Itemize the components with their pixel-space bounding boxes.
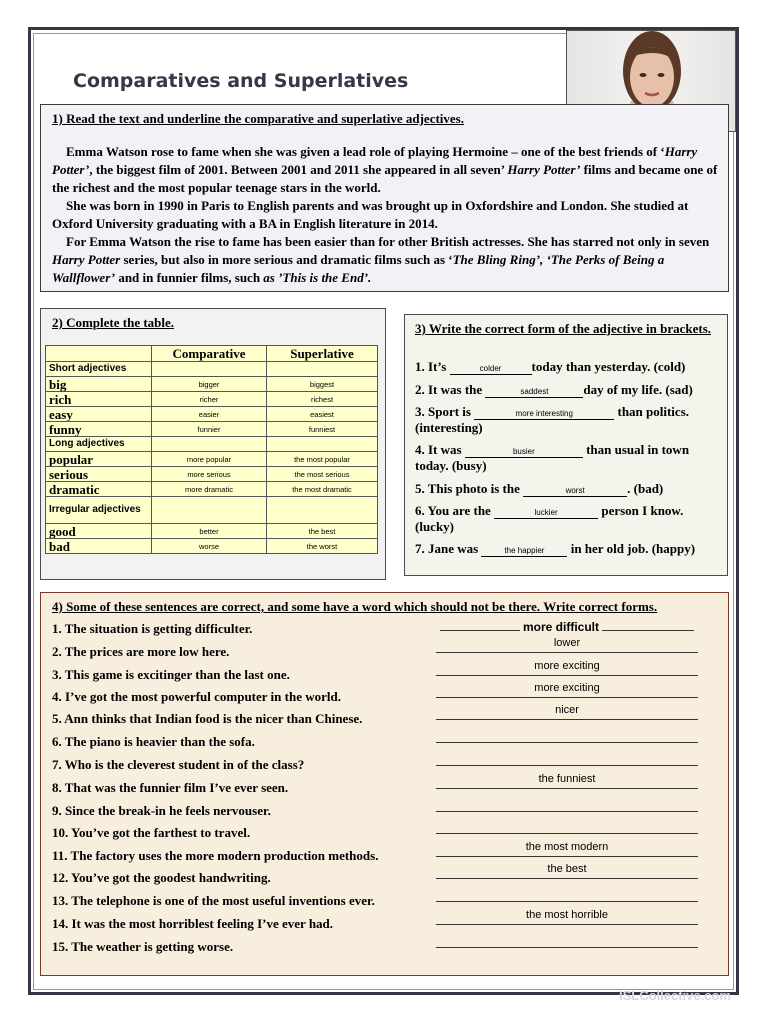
task4-answer-line[interactable] bbox=[436, 933, 698, 948]
task4-sentence: 12. You’ve got the goodest handwriting. bbox=[52, 870, 271, 885]
task4-answer-line[interactable]: more exciting bbox=[436, 683, 698, 698]
col-comparative: Comparative bbox=[152, 346, 267, 362]
page-title: Comparatives and Superlatives bbox=[73, 70, 409, 92]
answer-blank[interactable]: saddest bbox=[485, 386, 583, 398]
task4-sentence: 2. The prices are more low here. bbox=[52, 644, 230, 659]
task4-sentence: 7. Who is the cleverest student in of the class? bbox=[52, 757, 305, 772]
category-short: Short adjectives bbox=[46, 362, 152, 377]
answer-blank[interactable]: more interesting bbox=[474, 408, 614, 420]
task4-answer-line[interactable] bbox=[436, 751, 698, 766]
adjective-table bbox=[45, 345, 378, 554]
table-row: dramatic more dramatic the most dramatic bbox=[46, 482, 378, 497]
task4-heading: 4) Some of these sentences are correct, and some have a word which should not be there. Write correct forms. bbox=[52, 599, 658, 614]
answer-blank[interactable]: luckier bbox=[494, 507, 598, 519]
table-row: rich richer richest bbox=[46, 392, 378, 407]
task3-heading: 3) Write the correct form of the adjective in brackets. bbox=[415, 321, 712, 336]
table-row: funny funnier funniest bbox=[46, 422, 378, 437]
task4-answer-line[interactable]: nicer bbox=[436, 705, 698, 720]
table-row: good better the best bbox=[46, 524, 378, 539]
task4-answer-line[interactable]: the most modern bbox=[436, 842, 698, 857]
table-row: easy easier easiest bbox=[46, 407, 378, 422]
task4-sentence: 5. Ann thinks that Indian food is the nicer than Chinese. bbox=[52, 711, 363, 726]
table-row: popular more popular the most popular bbox=[46, 452, 378, 467]
task4-sentence: 11. The factory uses the more modern production methods. bbox=[52, 848, 379, 863]
table-row: serious more serious the most serious bbox=[46, 467, 378, 482]
category-long: Long adjectives bbox=[46, 437, 152, 452]
task4-sentence: 13. The telephone is one of the most useful inventions ever. bbox=[52, 893, 375, 908]
task4-answer-line[interactable]: lower bbox=[436, 638, 698, 653]
task4-answer-line[interactable] bbox=[436, 819, 698, 834]
task3-item-2: 2. It was the saddest day of my life. (sad) bbox=[415, 382, 693, 397]
task3-item-5: 5. This photo is the worst . (bad) bbox=[415, 481, 664, 496]
task4-answer-line[interactable] bbox=[436, 797, 698, 812]
task4-sentence: 3. This game is excitinger than the last one. bbox=[52, 667, 290, 682]
category-irregular: Irregular adjectives bbox=[46, 497, 152, 524]
task4-sentence: 9. Since the break-in he feels nervouser. bbox=[52, 803, 271, 818]
task3-item-4: 4. It was busier than usual in town today. (busy) bbox=[415, 442, 690, 473]
task4-sentence: 15. The weather is getting worse. bbox=[52, 939, 234, 954]
task4-sentence: 1. The situation is getting difficulter. bbox=[52, 621, 253, 636]
task4-sentence: 6. The piano is heavier than the sofa. bbox=[52, 734, 255, 749]
task4-box bbox=[40, 592, 729, 976]
task1-paragraph-1: Emma Watson rose to fame when she was given a lead role of playing Hermoine – one of the best friends of ‘Harry Potter’, the biggest film of 2001. Between 2001 and 2011 she appeared in all seven’ Harry Potter’ films and became one of the richest and the most popular teenage stars in the world. bbox=[52, 144, 718, 195]
task1-paragraph-2: She was born in 1990 in Paris to English parents and was brought up in Oxfordshire and London. She studied at Oxford University graduating with a BA in English literature in 2014. bbox=[52, 198, 689, 231]
table-row: big bigger biggest bbox=[46, 377, 378, 392]
watermark-footer: ISLCollective.com bbox=[619, 988, 731, 1003]
task4-answer-line[interactable]: more difficult bbox=[436, 622, 698, 636]
task4-sentence: 4. I’ve got the most powerful computer in the world. bbox=[52, 689, 341, 704]
task4-sentence: 10. You’ve got the farthest to travel. bbox=[52, 825, 251, 840]
task3-item-3: 3. Sport is more interesting than politics. (interesting) bbox=[415, 404, 689, 435]
answer-blank[interactable]: worst bbox=[523, 485, 627, 497]
answer-blank[interactable]: colder bbox=[450, 363, 532, 375]
task3-item-1: 1. It’s colder today than yesterday. (cold) bbox=[415, 359, 686, 374]
task3-item-6: 6. You are the luckier person I know. (lucky) bbox=[415, 503, 684, 534]
task4-sentence: 14. It was the most horriblest feeling I’ve ever had. bbox=[52, 916, 334, 931]
task4-answer-line[interactable]: the funniest bbox=[436, 774, 698, 789]
task1-reading-box bbox=[40, 104, 729, 292]
task4-answer-line[interactable]: the most horrible bbox=[436, 910, 698, 925]
task1-paragraph-3: For Emma Watson the rise to fame has been easier than for other British actresses. She has starred not only in seven Harry Potter series, but also in more serious and dramatic films such as ‘The Bling Ring’, ‘The Perks of Being a Wallflower’ and in funnier films, such as ’This is the End’. bbox=[52, 234, 710, 285]
table-header-row bbox=[46, 346, 378, 362]
task4-sentence: 8. That was the funnier film I’ve ever seen. bbox=[52, 780, 289, 795]
task4-answer-line[interactable] bbox=[436, 887, 698, 902]
answer-blank[interactable]: busier bbox=[465, 446, 583, 458]
table-row bbox=[46, 362, 378, 377]
task4-answer-line[interactable]: the best bbox=[436, 864, 698, 879]
task4-answer-line[interactable] bbox=[436, 728, 698, 743]
task2-heading: 2) Complete the table. bbox=[52, 315, 175, 330]
task2-table-box bbox=[40, 308, 386, 580]
task3-item-7: 7. Jane was the happier in her old job. (happy) bbox=[415, 541, 696, 556]
answer-blank[interactable]: the happier bbox=[481, 545, 567, 557]
table-row bbox=[46, 437, 378, 452]
table-row bbox=[46, 497, 378, 524]
col-superlative: Superlative bbox=[267, 346, 378, 362]
table-row: bad worse the worst bbox=[46, 539, 378, 554]
task1-heading: 1) Read the text and underline the comparative and superlative adjectives. bbox=[52, 111, 464, 126]
task4-answer-line[interactable]: more exciting bbox=[436, 661, 698, 676]
task3-box bbox=[404, 314, 728, 576]
